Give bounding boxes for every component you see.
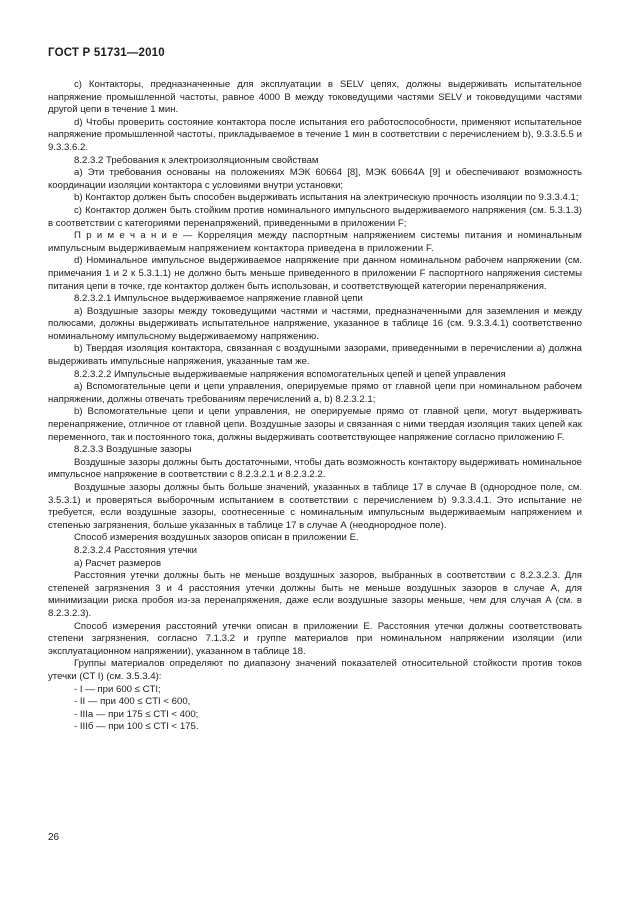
body-paragraph: Способ измерения расстояний утечки описан в приложении E. Расстояния утечки должны соответствовать степени загрязнения, согласно 7.1.3.2 и группе материалов при номинальном напряжении изоляции (или эксплуатационном напряжении), указанном в таблице 18. <box>48 620 582 657</box>
list-item: - IIIб — при 100 ≤ CTI < 175. <box>74 721 199 733</box>
body-paragraph: a) Эти требования основаны на положениях МЭК 60664 [8], МЭК 60664А [9] и обеспечивают возможность координации изоляции контактора с условиями внутри установки; <box>48 167 582 191</box>
section-heading: 8.2.3.2.4 Расстояния утечки <box>74 544 198 556</box>
list-item: - IIIa — при 175 ≤ CTI < 400; <box>74 708 199 720</box>
section-heading: 8.2.3.2.2 Импульсные выдерживаемые напряжения вспомогательных цепей и цепей управления <box>74 368 506 380</box>
page-number: 26 <box>48 832 60 843</box>
body-paragraph: Расстояния утечки должны быть не меньше воздушных зазоров, выбранных в соответствии с 8.2.3.2.3. Для степеней загрязнения 3 и 4 расстояния утечки должны быть не меньше воздушных зазоров в случае А, для минимизации риска пробоя из-за перенапряжения, даже если воздушные зазоры меньше, чем для случая А (см. в 8.2.3.2.3). <box>48 570 582 619</box>
body-paragraph: Группы материалов определяют по диапазону значений показателей относительной стойкости против токов утечки (CT I) (см. 3.5.3.4): <box>48 658 582 682</box>
body-paragraph: d) Номинальное импульсное выдерживаемое напряжение при данном номинальном рабочем напряжении (см. примечания 1 и 2 к 5.3.1.1) не должно быть меньше приведенного в приложении F паспортного напряжения системы питания цепи в точке, где контактор должен быть использован, и соответствующей категории перенапряжения. <box>48 255 582 292</box>
list-item: - I — при 600 ≤ CTI; <box>74 683 161 695</box>
section-heading: a) Расчет размеров <box>74 557 162 569</box>
body-paragraph: b) Вспомогательные цепи и цепи управления, не оперируемые прямо от главной цепи, могут выдерживать перенапряжение, отличное от главной цепи. Воздушные зазоры и связанная с ними твердая изоляция таких цепей как переменного, так и постоянного тока, должны выдерживать соответствующее напряжение согласно приложению F. <box>48 406 582 443</box>
body-paragraph: Воздушные зазоры должны быть больше значений, указанных в таблице 17 в случае В (однородное поле, см. 3.5.3.1) и проверяться выборочным испытанием в соответствии с перечислением b) 9.3.3.4.1. Это испытание не требуется, если воздушные зазоры, соотнесенные с номинальным импульсным выдерживаемым напряжением и степенью загрязнения, больше указанных в таблице 17 в случае А (неоднородное поле). <box>48 482 582 531</box>
body-paragraph: c) Контакторы, предназначенные для эксплуатации в SELV цепях, должны выдерживать испытательное напряжение промышленной частоты, равное 4000 В между токоведущими частями SELV и токоведущими частями другой цепи в течение 1 мин. <box>48 79 582 116</box>
body-paragraph: d) Чтобы проверить состояние контактора после испытания его работоспособности, применяют испытательное напряжение промышленной частоты, прикладываемое в течение 1 мин в соответствии с перечислением b), 9.3.3.5.5 и 9.3.3.6.2. <box>48 116 582 153</box>
section-heading: 8.2.3.2.1 Импульсное выдерживаемое напряжение главной цепи <box>74 293 363 305</box>
body-paragraph: Воздушные зазоры должны быть достаточными, чтобы дать возможность контактору выдерживать номинальное импульсное напряжение в соответствии с 8.2.3.2.1 и 8.2.3.2.2. <box>48 456 582 481</box>
body-paragraph: b) Твердая изоляция контактора, связанная с воздушными зазорами, приведенными в перечислении a) должна выдерживать импульсные напряжения, указанные там же. <box>48 343 582 368</box>
body-paragraph: Способ измерения воздушных зазоров описан в приложении E. <box>74 532 359 544</box>
standard-designation: ГОСТ Р 51731—2010 <box>48 47 165 59</box>
body-paragraph: a) Воздушные зазоры между токоведущими частями и частями, предназначенными для заземления и между полюсами, должны выдерживать испытательное напряжение, указанное в таблице 16 (см. 9.3.3.4.1) соответственно номинальному импульсному выдерживаемому напряжению. <box>48 305 582 342</box>
section-heading: 8.2.3.3 Воздушные зазоры <box>74 444 192 456</box>
body-paragraph: a) Вспомогательные цепи и цепи управления, оперируемые прямо от главной цепи при номинальном рабочем напряжении, должны отвечать требованиям перечислений a, b) 8.2.3.2.1; <box>48 381 582 405</box>
document-body <box>48 79 582 734</box>
section-heading: 8.2.3.2 Требования к электроизоляционным свойствам <box>74 154 319 166</box>
body-paragraph: c) Контактор должен быть стойким против номинального импульсного выдерживаемого напряжения (см. 5.3.1.3) в соответствии с категориями перенапряжений, приведенными в приложении F; <box>48 204 582 229</box>
note-paragraph: П р и м е ч а н и е — Корреляция между паспортным напряжением системы питания и номинальным импульсным выдерживаемым напряжением контактора приведена в приложении F. <box>48 230 582 254</box>
list-item: - II — при 400 ≤ CTI < 600, <box>74 696 191 708</box>
body-paragraph: b) Контактор должен быть способен выдерживать испытания на электрическую прочность изоляции по 9.3.3.4.1; <box>74 192 579 204</box>
